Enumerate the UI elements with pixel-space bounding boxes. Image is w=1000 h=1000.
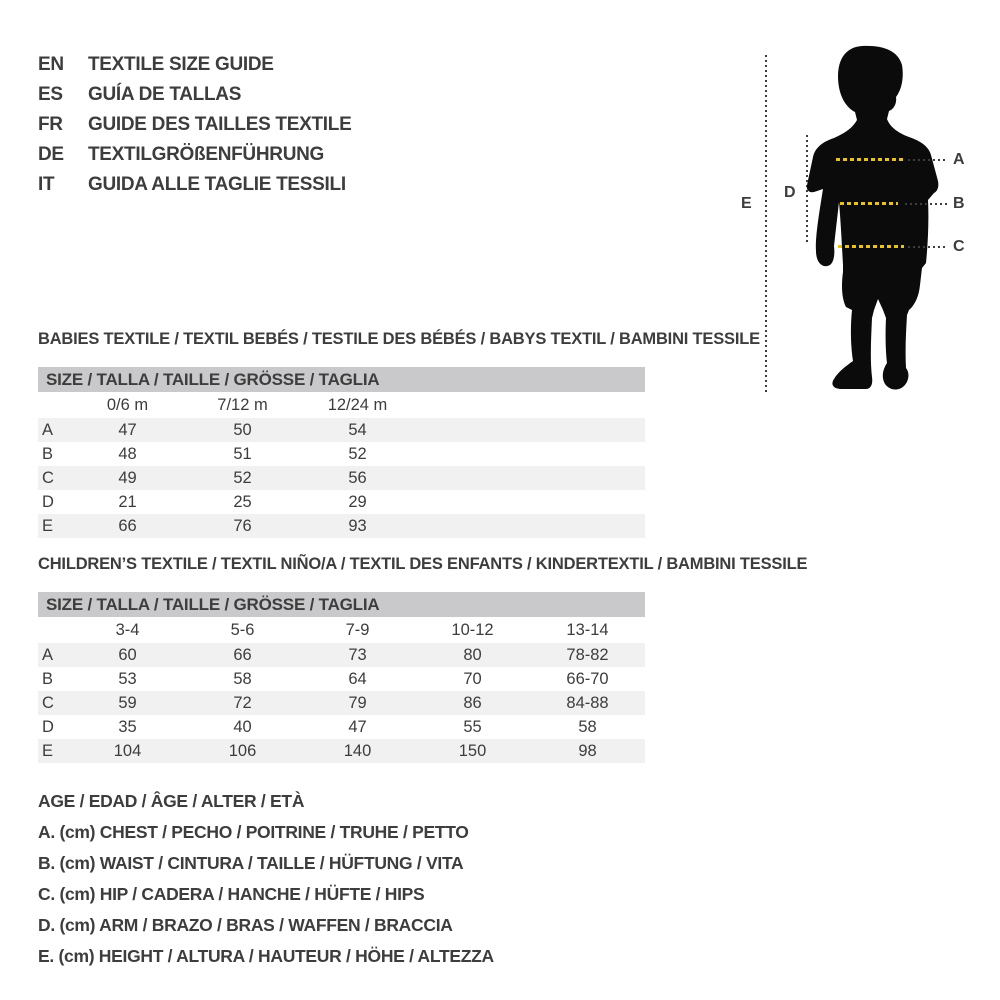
table-value: 66 <box>118 516 137 535</box>
table-value: 150 <box>458 741 487 760</box>
legend-arm: D. (cm) ARM / BRAZO / BRAS / WAFFEN / BRACCIA <box>38 915 453 935</box>
table-value: 54 <box>348 420 367 439</box>
table-value: 78-82 <box>566 645 609 664</box>
language-row-fr <box>38 110 351 140</box>
table-value: 80 <box>463 645 482 664</box>
table-value: 84-88 <box>566 693 609 712</box>
table-value: 52 <box>348 444 367 463</box>
child-silhouette <box>806 42 946 394</box>
children-col-5-6: 5-6 <box>230 620 255 639</box>
legend-age: AGE / EDAD / ÂGE / ALTER / ETÀ <box>38 791 305 811</box>
table-value: 76 <box>233 516 252 535</box>
table-value: 29 <box>348 492 367 511</box>
babies-size-header-bar: SIZE / TALLA / TAILLE / GRÖSSE / TAGLIA <box>38 367 645 392</box>
table-value: 50 <box>233 420 252 439</box>
table-row <box>38 715 645 739</box>
legend-chest: A. (cm) CHEST / PECHO / POITRINE / TRUHE / PETTO <box>38 822 469 842</box>
table-value: 25 <box>233 492 252 511</box>
language-row-de <box>38 140 351 170</box>
babies-section-heading: BABIES TEXTILE / TEXTIL BEBÉS / TESTILE DES BÉBÉS / BABYS TEXTIL / BAMBINI TESSILE <box>38 330 760 348</box>
table-value: 47 <box>118 420 137 439</box>
table-value: 56 <box>348 468 367 487</box>
waist-measure-dashes <box>840 202 898 205</box>
language-code: FR <box>38 114 63 135</box>
table-value: 47 <box>348 717 367 736</box>
table-value: 51 <box>233 444 252 463</box>
table-value: 60 <box>118 645 137 664</box>
row-label: A <box>42 645 54 664</box>
language-title-list <box>38 50 351 200</box>
table-row <box>38 442 645 466</box>
table-value: 58 <box>578 717 597 736</box>
guide-title-it: GUIDA ALLE TAGLIE TESSILI <box>88 174 346 195</box>
row-label: C <box>42 468 54 487</box>
row-label: D <box>42 492 54 511</box>
table-value: 98 <box>578 741 597 760</box>
waist-leader-line <box>905 203 948 205</box>
children-section-heading: CHILDREN’S TEXTILE / TEXTIL NIÑO/A / TEXTIL DES ENFANTS / KINDERTEXTIL / BAMBINI TESSILE <box>38 555 808 573</box>
language-code: EN <box>38 54 64 75</box>
language-row-es <box>38 80 351 110</box>
table-value: 79 <box>348 693 367 712</box>
children-size-table <box>38 592 645 763</box>
chest-label-a: A <box>953 151 965 168</box>
language-code: IT <box>38 174 55 195</box>
measurement-legend <box>38 786 494 972</box>
language-row-it <box>38 170 351 200</box>
table-row <box>38 514 645 538</box>
table-row <box>38 418 645 442</box>
table-row <box>38 466 645 490</box>
guide-title-en: TEXTILE SIZE GUIDE <box>88 54 274 75</box>
table-value: 21 <box>118 492 137 511</box>
table-value: 66 <box>233 645 252 664</box>
table-value: 53 <box>118 669 137 688</box>
language-code: DE <box>38 144 64 165</box>
children-column-headers <box>38 617 645 643</box>
children-col-7-9: 7-9 <box>345 620 370 639</box>
table-value: 40 <box>233 717 252 736</box>
babies-col-0-6m: 0/6 m <box>106 395 149 414</box>
children-col-3-4: 3-4 <box>115 620 140 639</box>
table-value: 64 <box>348 669 367 688</box>
guide-title-de: TEXTILGRÖßENFÜHRUNG <box>88 144 325 165</box>
waist-label-b: B <box>953 195 965 212</box>
row-label: B <box>42 444 54 463</box>
row-label: D <box>42 717 54 736</box>
table-row <box>38 490 645 514</box>
table-value: 73 <box>348 645 367 664</box>
table-value: 52 <box>233 468 252 487</box>
hip-leader-line <box>908 246 948 248</box>
legend-height: E. (cm) HEIGHT / ALTURA / HAUTEUR / HÖHE / ALTEZZA <box>38 946 494 966</box>
arm-label-d: D <box>784 184 796 201</box>
guide-title-fr: GUIDE DES TAILLES TEXTILE <box>88 114 352 135</box>
row-label: C <box>42 693 54 712</box>
height-label-e: E <box>741 195 752 212</box>
table-value: 59 <box>118 693 137 712</box>
children-size-header-bar: SIZE / TALLA / TAILLE / GRÖSSE / TAGLIA <box>38 592 645 617</box>
table-value: 35 <box>118 717 137 736</box>
table-value: 106 <box>228 741 257 760</box>
babies-size-table <box>38 367 645 538</box>
height-measure-line <box>765 55 767 393</box>
children-col-10-12: 10-12 <box>451 620 494 639</box>
row-label: E <box>42 741 54 760</box>
table-row <box>38 667 645 691</box>
table-value: 140 <box>343 741 372 760</box>
children-col-13-14: 13-14 <box>566 620 609 639</box>
babies-col-7-12m: 7/12 m <box>217 395 268 414</box>
table-value: 66-70 <box>566 669 609 688</box>
legend-hip: C. (cm) HIP / CADERA / HANCHE / HÜFTE / HIPS <box>38 884 425 904</box>
table-value: 49 <box>118 468 137 487</box>
legend-waist: B. (cm) WAIST / CINTURA / TAILLE / HÜFTUNG / VITA <box>38 853 464 873</box>
table-value: 104 <box>113 741 142 760</box>
row-label: E <box>42 516 54 535</box>
table-value: 70 <box>463 669 482 688</box>
table-row <box>38 739 645 763</box>
table-value: 55 <box>463 717 482 736</box>
guide-title-es: GUÍA DE TALLAS <box>88 84 242 105</box>
table-value: 72 <box>233 693 252 712</box>
chest-measure-dashes <box>836 158 904 161</box>
language-code: ES <box>38 84 63 105</box>
table-row <box>38 643 645 667</box>
hip-label-c: C <box>953 238 965 255</box>
row-label: B <box>42 669 54 688</box>
table-row <box>38 691 645 715</box>
babies-column-headers <box>38 392 645 418</box>
table-value: 93 <box>348 516 367 535</box>
babies-col-12-24m: 12/24 m <box>327 395 388 414</box>
chest-leader-line <box>908 159 948 161</box>
hip-measure-dashes <box>838 245 904 248</box>
row-label: A <box>42 420 54 439</box>
table-value: 58 <box>233 669 252 688</box>
table-value: 86 <box>463 693 482 712</box>
language-row-en <box>38 50 351 80</box>
table-value: 48 <box>118 444 137 463</box>
